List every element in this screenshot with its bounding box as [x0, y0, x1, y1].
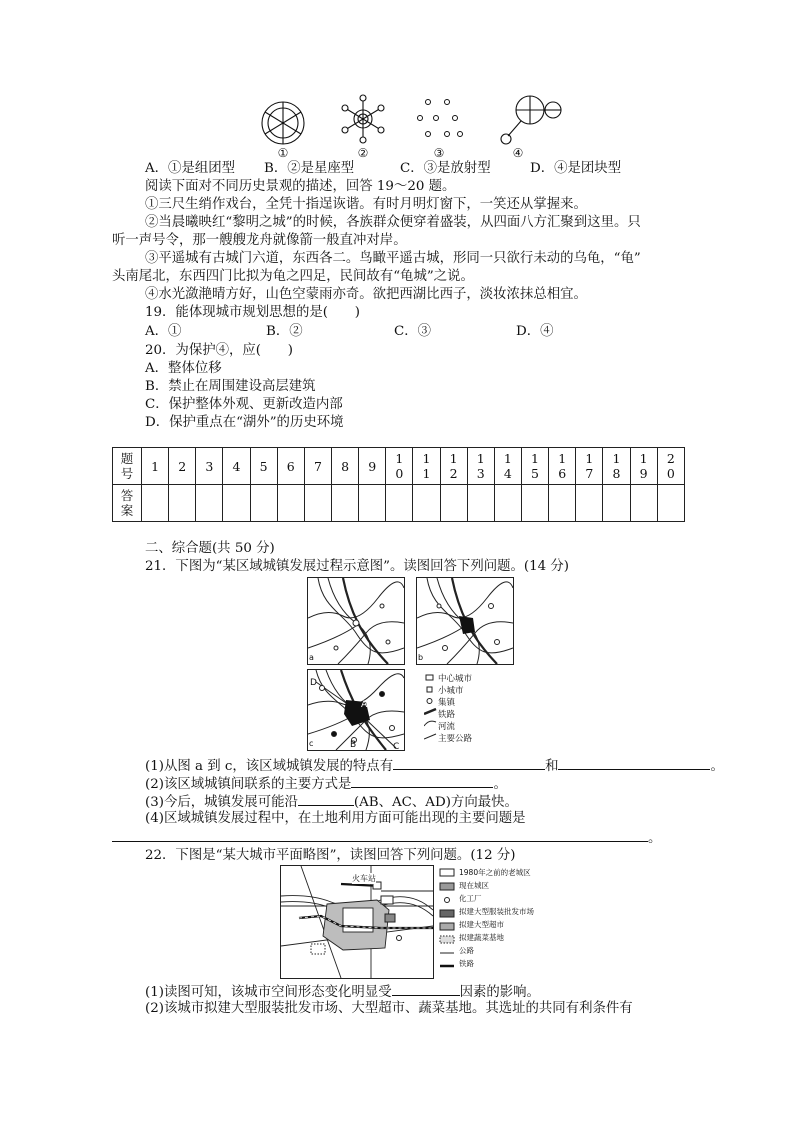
answer-cell[interactable]: [359, 485, 386, 522]
legend-supermarket: 拟建大型超市: [459, 920, 504, 929]
qnum-10: [386, 448, 413, 485]
answer-cell[interactable]: [603, 485, 630, 522]
legend-town: 集镇: [438, 698, 456, 708]
diagram-label-1: ①: [277, 146, 289, 160]
legend-railway: 铁路: [438, 710, 456, 720]
answer-cell[interactable]: [277, 485, 304, 522]
q21-sub1-end: 。: [710, 759, 724, 774]
legend-river: 河流: [438, 722, 456, 732]
q22-legend: [459, 866, 534, 970]
passage-2a: ②当晨曦映红“黎明之城”的时候，各族群众便穿着盛装，从四面八方汇聚到这里。只: [145, 215, 641, 230]
answer-cell[interactable]: [386, 485, 413, 522]
qnum-20-text: 20: [666, 451, 675, 481]
legend-central-city: 中心城市: [438, 674, 473, 684]
q22-sub2: (2)该城市拟建大型服装批发市场、大型超市、蔬菜基地。其选址的共同有利条件有: [145, 1001, 633, 1016]
q18-option-c: C．③是放射型: [400, 161, 491, 176]
q21-map-label-B: B: [350, 740, 357, 750]
answer-cell[interactable]: [657, 485, 684, 522]
q18-option-b: B．②是星座型: [264, 161, 355, 176]
qnum-3: 3: [196, 448, 223, 485]
q21-sub1-blank-1[interactable]: [393, 756, 545, 770]
q20-option-b: B．禁止在周围建设高层建筑: [145, 379, 316, 394]
qnum-15-text: 15: [531, 451, 539, 481]
q20-stem: 20．为保护④，应( ): [145, 343, 294, 358]
legend-clothing-market: 拟建大型服装批发市场: [459, 907, 534, 916]
q21-map-label-C: C: [393, 742, 400, 752]
answer-cell[interactable]: [196, 485, 223, 522]
qnum-19-text: 19: [639, 451, 648, 481]
qnum-7: 7: [304, 448, 331, 485]
answer-cell[interactable]: [250, 485, 277, 522]
answer-table: [112, 447, 685, 522]
q21-legend-symbols: [424, 673, 438, 745]
q21-map-b-label: b: [418, 653, 424, 662]
qnum-14: [494, 448, 521, 485]
legend-highway: 主要公路: [438, 734, 473, 744]
q21-sub2-end: 。: [493, 777, 507, 792]
passage-3b: 头南尾北，东西四门比拟为龟之四足，民间故有“龟城”之说。: [112, 269, 474, 284]
q21-map-b: [416, 577, 514, 665]
qnum-17: [576, 448, 603, 485]
qnum-15: [521, 448, 548, 485]
qnum-13-text: 13: [476, 451, 485, 481]
qnum-4: 4: [223, 448, 250, 485]
q22-station-label: 火车站: [352, 874, 376, 883]
q21-sub3-text-a: (3)今后，城镇发展可能沿: [145, 795, 298, 810]
qnum-12-text: 12: [449, 451, 458, 481]
answer-cell[interactable]: [331, 485, 358, 522]
q21-sub2-blank[interactable]: [351, 774, 493, 788]
q21-map-a: [307, 577, 405, 665]
qnum-13: [467, 448, 494, 485]
section2-title: 二、综合题(共 50 分): [145, 541, 275, 556]
q22-legend-symbols: [439, 866, 457, 978]
answer-table-number-row: [113, 448, 685, 485]
answer-cell[interactable]: [223, 485, 250, 522]
q21-sub4: (4)区域城镇发展过程中，在土地利用方面可能出现的主要问题是: [145, 811, 526, 826]
q21-stem: 21．下图为“某区域城镇发展过程示意图”。读图回答下列问题。(14 分): [145, 559, 570, 574]
q21-sub2-text: (2)该区域城镇间联系的主要方式是: [145, 777, 352, 792]
qnum-5: 5: [250, 448, 277, 485]
answer-cell[interactable]: [413, 485, 440, 522]
legend-current-city: 现在城区: [459, 881, 489, 890]
q21-legend: [438, 673, 472, 745]
qnum-8: 8: [331, 448, 358, 485]
reading-intro: 阅读下面对不同历史景观的描述，回答 19～20 题。: [145, 179, 456, 194]
q21-sub1-and: 和: [545, 759, 559, 774]
city-pattern-diagrams: [250, 94, 580, 154]
qnum-16-text: 16: [558, 451, 567, 481]
diagram-label-3: ③: [433, 146, 445, 160]
q19-option-c: C．③: [394, 324, 432, 339]
passage-4: ④水光潋滟晴方好，山色空蒙雨亦奇。欲把西湖比西子，淡妆浓抹总相宜。: [145, 287, 587, 302]
qnum-12: [440, 448, 467, 485]
q18-option-d: D．④是团块型: [530, 161, 622, 176]
answer-cell[interactable]: [576, 485, 603, 522]
q21-map-c-label: c: [309, 739, 314, 748]
q19-option-a: A．①: [145, 324, 182, 339]
q21-map-label-A: A: [361, 700, 368, 710]
qnum-18: [603, 448, 630, 485]
answer-cell[interactable]: [304, 485, 331, 522]
q21-sub4-blank[interactable]: [112, 828, 648, 842]
q20-option-c: C．保护整体外观、更新改造内部: [145, 397, 343, 412]
passage-1: ①三尺生绡作戏台，全凭十指逞诙谐。有时月明灯窗下，一笑还从掌握来。: [145, 197, 587, 212]
answer-cell[interactable]: [549, 485, 576, 522]
q21-sub3-blank[interactable]: [298, 792, 354, 806]
passage-2b: 听一声号令，那一艘艘龙舟就像箭一般直冲对岸。: [112, 233, 407, 248]
q21-sub3: [145, 792, 518, 811]
qnum-1: 1: [142, 448, 169, 485]
qnum-9: 9: [359, 448, 386, 485]
q21-sub1-blank-2[interactable]: [558, 756, 710, 770]
answer-cell[interactable]: [169, 485, 196, 522]
q22-sub1-text-b: 因素的影响。: [459, 985, 540, 1000]
q18-option-a: A．①是组团型: [145, 161, 236, 176]
answer-table-answer-label: [113, 485, 142, 522]
q22-sub1-blank[interactable]: [392, 982, 460, 996]
answer-cell[interactable]: [440, 485, 467, 522]
qnum-16: [549, 448, 576, 485]
qnum-11: [413, 448, 440, 485]
q21-map-a-label: a: [309, 653, 314, 662]
q21-sub4-end: 。: [648, 831, 662, 846]
q22-stem: 22．下图是“某大城市平面略图”，读图回答下列问题。(12 分): [145, 848, 516, 863]
q21-sub1: [145, 756, 724, 775]
q21-map-c: [307, 669, 405, 751]
qnum-19: [630, 448, 657, 485]
pattern-4-cluster: [501, 96, 561, 144]
pattern-1-concentric: [262, 102, 304, 144]
q21-sub4-answer-line: [112, 828, 661, 847]
answer-cell[interactable]: [494, 485, 521, 522]
passage-3a: ③平遥城有古城门六道，东西各二。鸟瞰平遥古城，形同一只欲行未动的乌龟，“龟”: [145, 251, 641, 266]
qnum-18-text: 18: [612, 451, 621, 481]
q20-option-a: A．整体位移: [145, 361, 222, 376]
legend-railway-2: 铁路: [459, 959, 474, 968]
answer-cell[interactable]: [467, 485, 494, 522]
qnum-17-text: 17: [585, 451, 594, 481]
legend-chemical-plant: 化工厂: [459, 894, 482, 903]
pattern-3-scattered: [418, 100, 463, 137]
header-label-text: 题号: [120, 451, 134, 481]
qnum-20: [657, 448, 684, 485]
answer-table-header-label: [113, 448, 142, 485]
legend-vegetable-base: 拟建蔬菜基地: [459, 933, 504, 942]
q19-option-b: B．②: [266, 324, 303, 339]
qnum-11-text: 11: [422, 451, 431, 481]
q22-sub1: [145, 982, 540, 1001]
answer-cell[interactable]: [630, 485, 657, 522]
qnum-6: 6: [277, 448, 304, 485]
legend-small-city: 小城市: [438, 686, 464, 696]
q20-option-d: D．保护重点在“湖外”的历史环境: [145, 415, 344, 430]
legend-old-city: 1980年之前的老城区: [459, 868, 531, 877]
answer-cell[interactable]: [142, 485, 169, 522]
q19-option-d: D．④: [516, 324, 554, 339]
pattern-2-star: [342, 95, 384, 143]
q21-sub3-text-b: (AB、AC、AD)方向最快。: [353, 795, 518, 810]
q21-sub2: [145, 774, 507, 793]
q21-sub1-text: (1)从图 a 到 c，该区域城镇发展的特点有: [145, 759, 394, 774]
answer-label-text: 答案: [120, 488, 134, 518]
legend-road: 公路: [459, 946, 474, 955]
diagram-label-2: ②: [357, 146, 369, 160]
answer-table-answer-row: [113, 485, 685, 522]
answer-cell[interactable]: [521, 485, 548, 522]
q21-map-label-D: D: [310, 678, 317, 688]
q19-stem: 19．能体现城市规划思想的是( ): [145, 305, 360, 320]
diagram-label-4: ④: [512, 146, 524, 160]
qnum-14-text: 14: [503, 451, 512, 481]
q22-sub1-text-a: (1)读图可知，该城市空间形态变化明显受: [145, 985, 392, 1000]
qnum-10-text: 10: [395, 451, 404, 481]
qnum-2: 2: [169, 448, 196, 485]
